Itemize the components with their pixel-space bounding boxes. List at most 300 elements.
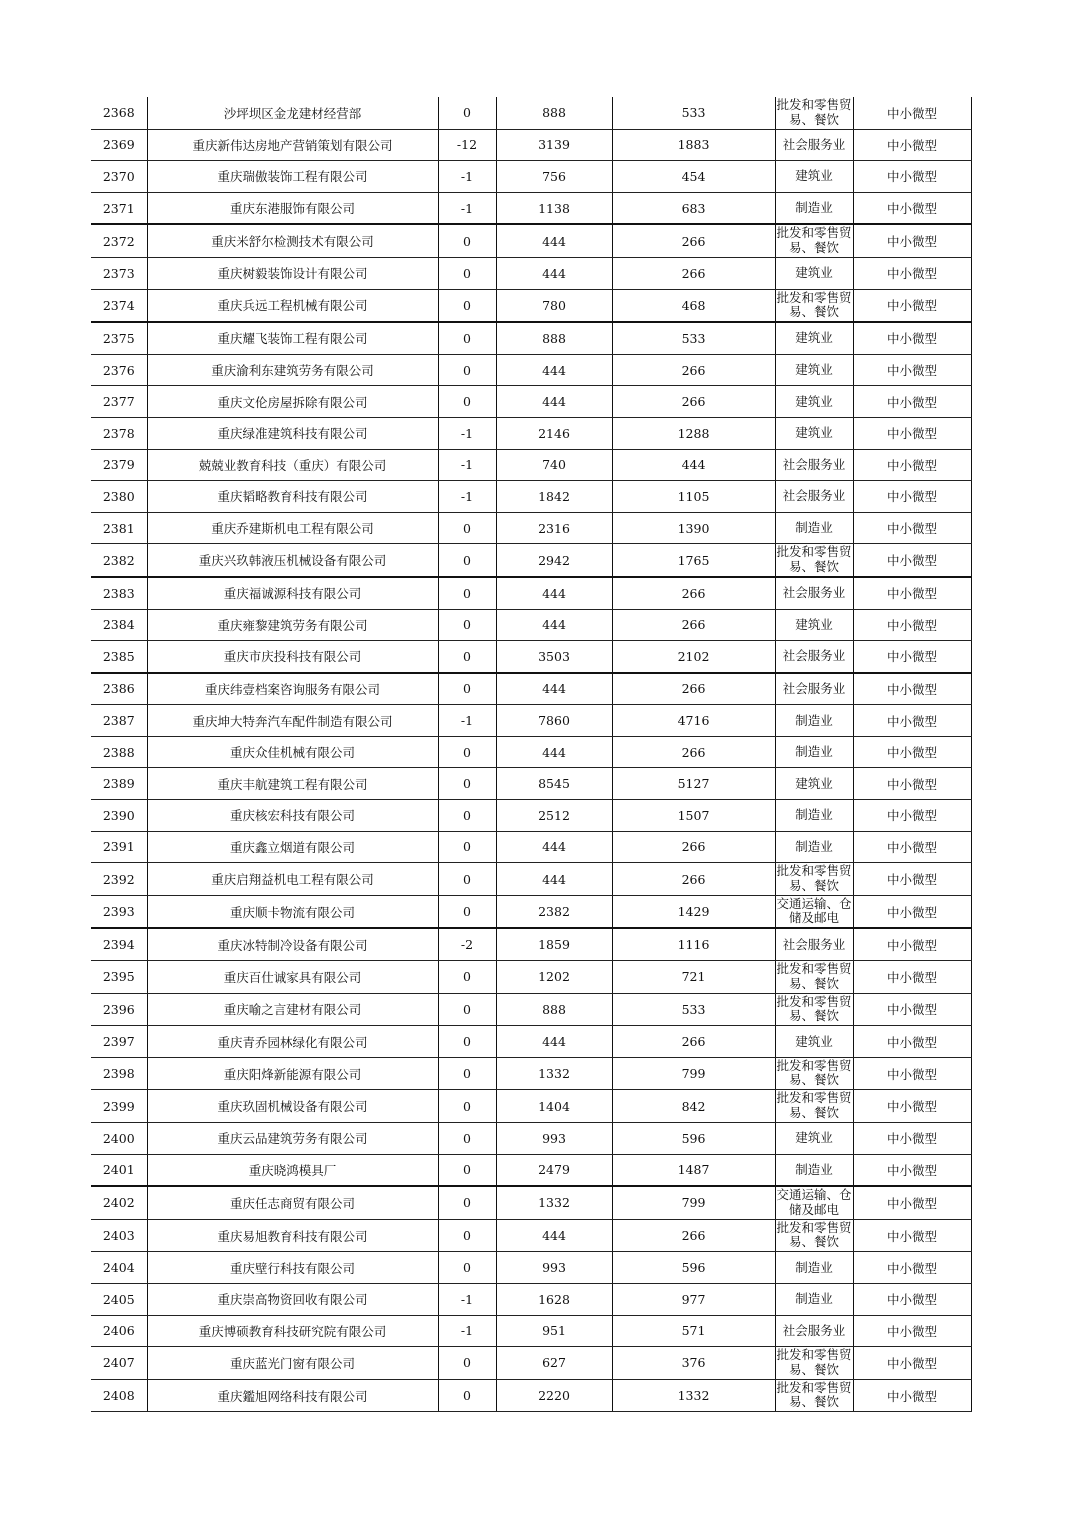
enterprise-size-cell <box>853 673 971 705</box>
value-amount-cell <box>496 993 612 1026</box>
industry-cell <box>775 705 853 737</box>
industry: 社会服务业 <box>782 1322 846 1338</box>
row-number-cell <box>91 97 147 129</box>
industry-cell <box>775 322 853 354</box>
industry-cell <box>775 1252 853 1284</box>
value-change: 0 <box>463 265 471 281</box>
enterprise-size: 中小微型 <box>886 553 937 569</box>
value-amount-cell <box>496 863 612 896</box>
industry-cell <box>775 1123 853 1155</box>
company-name: 重庆丰航建筑工程有限公司 <box>217 776 368 792</box>
row-number: 2398 <box>102 1066 135 1082</box>
row-number-cell <box>91 831 147 863</box>
row-number-cell <box>91 1026 147 1058</box>
company-name-cell <box>147 1379 438 1412</box>
enterprise-size: 中小微型 <box>886 266 937 282</box>
value-subsidy: 1390 <box>677 520 710 536</box>
company-name: 重庆百仕诚家具有限公司 <box>223 969 362 985</box>
company-name: 重庆乔建斯机电工程有限公司 <box>211 521 374 537</box>
company-name: 重庆玖固机械设备有限公司 <box>217 1099 368 1115</box>
row-number-cell <box>91 129 147 161</box>
table-row <box>91 1057 971 1090</box>
industry: 制造业 <box>795 1291 833 1307</box>
enterprise-size-cell <box>853 993 971 1026</box>
row-number: 2383 <box>102 585 135 601</box>
value-subsidy: 1288 <box>677 425 710 441</box>
industry-cell <box>775 1379 853 1412</box>
value-amount-cell <box>496 224 612 257</box>
row-number: 2408 <box>102 1388 135 1404</box>
enterprise-size: 中小微型 <box>886 201 937 217</box>
company-name-cell <box>147 993 438 1026</box>
enterprise-size: 中小微型 <box>886 1195 937 1211</box>
company-name-cell <box>147 417 438 449</box>
value-subsidy: 533 <box>681 105 706 121</box>
value-amount-cell <box>496 1154 612 1186</box>
row-number-cell <box>91 481 147 513</box>
value-amount-cell <box>496 97 612 129</box>
row-number-cell <box>91 895 147 928</box>
row-number: 2403 <box>102 1228 135 1244</box>
company-name-cell <box>147 1252 438 1284</box>
value-amount-cell <box>496 609 612 641</box>
value-subsidy-cell <box>612 768 775 800</box>
company-name: 重庆众佳机械有限公司 <box>229 745 355 761</box>
company-name: 重庆鑑旭网络科技有限公司 <box>217 1388 368 1404</box>
row-number-cell <box>91 1315 147 1347</box>
row-number-cell <box>91 161 147 193</box>
value-subsidy: 266 <box>681 1228 706 1244</box>
value-amount-cell <box>496 705 612 737</box>
industry-cell <box>775 1186 853 1219</box>
row-number: 2388 <box>102 744 135 760</box>
value-amount-cell <box>496 322 612 354</box>
enterprise-size-cell <box>853 961 971 994</box>
table-row <box>91 928 971 960</box>
value-subsidy: 721 <box>681 969 706 985</box>
value-amount: 1628 <box>538 1291 570 1307</box>
company-name: 重庆雍黎建筑劳务有限公司 <box>217 617 368 633</box>
row-number: 2391 <box>102 839 135 855</box>
value-subsidy: 1105 <box>677 488 710 504</box>
company-name: 重庆喻之言建材有限公司 <box>223 1002 362 1018</box>
value-subsidy: 1487 <box>677 1162 710 1178</box>
enterprise-size-cell <box>853 192 971 224</box>
table-row <box>91 1315 971 1347</box>
table-row <box>91 1347 971 1380</box>
row-number-cell <box>91 257 147 289</box>
row-number: 2386 <box>102 681 135 697</box>
company-name-cell <box>147 895 438 928</box>
industry-cell <box>775 1283 853 1315</box>
value-subsidy: 533 <box>681 1001 706 1017</box>
industry: 批发和零售贸易、餐饮 <box>776 1380 852 1410</box>
value-change-cell <box>438 577 496 609</box>
table-row <box>91 97 971 129</box>
company-name: 重庆任志商贸有限公司 <box>229 1195 355 1211</box>
table-row <box>91 1283 971 1315</box>
value-subsidy: 533 <box>681 330 706 346</box>
table-row <box>91 224 971 257</box>
company-name: 重庆崇高物资回收有限公司 <box>217 1292 368 1308</box>
value-amount-cell <box>496 192 612 224</box>
value-amount-cell <box>496 1026 612 1058</box>
value-subsidy-cell <box>612 673 775 705</box>
company-name: 重庆蓝光门窗有限公司 <box>229 1355 355 1371</box>
enterprise-size-cell <box>853 641 971 673</box>
industry: 批发和零售贸易、餐饮 <box>776 290 852 320</box>
row-number-cell <box>91 386 147 418</box>
value-subsidy-cell <box>612 1123 775 1155</box>
value-change: 0 <box>463 520 471 536</box>
industry-cell <box>775 863 853 896</box>
table-row <box>91 289 971 322</box>
enterprise-size: 中小微型 <box>886 457 937 473</box>
value-subsidy-cell <box>612 386 775 418</box>
value-change-cell <box>438 1090 496 1123</box>
value-subsidy: 977 <box>681 1291 706 1307</box>
row-number: 2375 <box>102 330 135 346</box>
table-row <box>91 736 971 768</box>
row-number-cell <box>91 289 147 322</box>
value-change: 0 <box>463 1066 471 1082</box>
value-change: 0 <box>463 969 471 985</box>
enterprise-size-cell <box>853 512 971 544</box>
company-name-cell <box>147 831 438 863</box>
row-number: 2370 <box>102 168 135 184</box>
value-amount-cell <box>496 386 612 418</box>
row-number: 2395 <box>102 969 135 985</box>
industry-cell <box>775 768 853 800</box>
table-row <box>91 800 971 832</box>
value-amount: 1202 <box>538 969 570 985</box>
company-name-cell <box>147 161 438 193</box>
company-name-cell <box>147 1315 438 1347</box>
industry: 批发和零售贸易、餐饮 <box>776 226 852 255</box>
enterprise-size-cell <box>853 354 971 386</box>
company-name-cell <box>147 1057 438 1090</box>
row-number-cell <box>91 1252 147 1284</box>
value-subsidy: 683 <box>681 200 706 216</box>
company-name-cell <box>147 928 438 960</box>
enterprise-size-cell <box>853 449 971 481</box>
industry-cell <box>775 609 853 641</box>
company-name-cell <box>147 1283 438 1315</box>
company-name: 重庆顺卡物流有限公司 <box>229 904 355 920</box>
table-row <box>91 1154 971 1186</box>
value-change: 0 <box>463 585 471 601</box>
value-subsidy-cell <box>612 705 775 737</box>
industry: 批发和零售贸易、餐饮 <box>776 1058 852 1088</box>
row-number-cell <box>91 768 147 800</box>
company-name: 重庆树毅装饰设计有限公司 <box>217 266 368 282</box>
company-name: 重庆文伦房屋拆除有限公司 <box>217 394 368 410</box>
table-row <box>91 1090 971 1123</box>
value-amount: 444 <box>542 617 566 633</box>
value-change: 0 <box>463 233 471 249</box>
enterprise-size: 中小微型 <box>886 394 937 410</box>
enterprise-size: 中小微型 <box>886 1228 937 1244</box>
enterprise-size-cell <box>853 1186 971 1219</box>
row-number-cell <box>91 993 147 1026</box>
table-row <box>91 705 971 737</box>
company-name-cell <box>147 800 438 832</box>
enterprise-size: 中小微型 <box>886 363 937 379</box>
industry-cell <box>775 1026 853 1058</box>
company-name-cell <box>147 449 438 481</box>
value-amount: 1404 <box>538 1098 570 1114</box>
value-change-cell <box>438 322 496 354</box>
value-subsidy: 266 <box>681 871 706 887</box>
value-subsidy-cell <box>612 417 775 449</box>
company-name-cell <box>147 481 438 513</box>
row-number: 2378 <box>102 425 135 441</box>
industry: 制造业 <box>795 712 833 728</box>
row-number: 2368 <box>102 105 135 121</box>
value-amount-cell <box>496 417 612 449</box>
value-subsidy: 444 <box>681 457 706 473</box>
industry-cell <box>775 481 853 513</box>
value-subsidy: 1765 <box>677 552 710 568</box>
value-subsidy-cell <box>612 800 775 832</box>
value-amount: 993 <box>542 1260 566 1276</box>
value-amount-cell <box>496 800 612 832</box>
value-amount: 444 <box>542 394 566 410</box>
company-name: 重庆博硕教育科技研究院有限公司 <box>198 1323 387 1339</box>
industry-cell <box>775 736 853 768</box>
row-number-cell <box>91 863 147 896</box>
value-subsidy-cell <box>612 224 775 257</box>
industry-cell <box>775 97 853 129</box>
value-change-cell <box>438 1123 496 1155</box>
value-amount-cell <box>496 928 612 960</box>
enterprise-size: 中小微型 <box>886 969 937 985</box>
row-number-cell <box>91 1154 147 1186</box>
row-number: 2407 <box>102 1355 135 1371</box>
row-number-cell <box>91 512 147 544</box>
value-amount: 444 <box>542 839 566 855</box>
industry: 批发和零售贸易、餐饮 <box>776 864 852 893</box>
value-subsidy-cell <box>612 1252 775 1284</box>
industry: 制造业 <box>795 520 833 536</box>
company-name-cell <box>147 322 438 354</box>
company-name: 重庆瑞傲装饰工程有限公司 <box>217 169 368 185</box>
table-row <box>91 129 971 161</box>
value-change-cell <box>438 481 496 513</box>
industry-cell <box>775 993 853 1026</box>
company-name: 重庆韬略教育科技有限公司 <box>217 489 368 505</box>
value-subsidy: 266 <box>681 839 706 855</box>
industry: 建筑业 <box>795 362 833 378</box>
row-number-cell <box>91 192 147 224</box>
enterprise-size-cell <box>853 895 971 928</box>
industry: 社会服务业 <box>782 488 846 504</box>
value-change-cell <box>438 257 496 289</box>
value-subsidy-cell <box>612 512 775 544</box>
value-subsidy-cell <box>612 289 775 322</box>
value-amount: 1332 <box>538 1066 570 1082</box>
value-subsidy: 1332 <box>677 1388 710 1404</box>
value-subsidy: 4716 <box>677 713 710 729</box>
enterprise-size-cell <box>853 1252 971 1284</box>
value-change-cell <box>438 961 496 994</box>
value-change: -12 <box>456 137 478 153</box>
industry: 建筑业 <box>795 425 833 441</box>
row-number: 2382 <box>102 552 135 568</box>
value-subsidy: 2102 <box>677 648 710 664</box>
value-subsidy-cell <box>612 322 775 354</box>
value-subsidy-cell <box>612 1154 775 1186</box>
value-change: 0 <box>463 776 471 792</box>
table-row <box>91 544 971 577</box>
value-change-cell <box>438 1219 496 1252</box>
industry: 制造业 <box>795 838 833 854</box>
enterprise-size-cell <box>853 1026 971 1058</box>
value-amount-cell <box>496 354 612 386</box>
value-amount-cell <box>496 1090 612 1123</box>
company-name-cell <box>147 257 438 289</box>
value-subsidy: 454 <box>681 168 706 184</box>
value-amount-cell <box>496 129 612 161</box>
industry: 社会服务业 <box>782 680 846 696</box>
row-number: 2390 <box>102 807 135 823</box>
value-subsidy: 266 <box>681 362 706 378</box>
row-number-cell <box>91 1186 147 1219</box>
company-name: 重庆启翔益机电工程有限公司 <box>211 872 374 888</box>
row-number-cell <box>91 577 147 609</box>
industry: 批发和零售贸易、餐饮 <box>776 98 852 127</box>
value-subsidy: 266 <box>681 265 706 281</box>
value-subsidy-cell <box>612 1283 775 1315</box>
value-amount: 8545 <box>538 776 570 792</box>
company-name: 重庆绿准建筑科技有限公司 <box>217 426 368 442</box>
value-change: -1 <box>460 713 474 729</box>
table-row <box>91 386 971 418</box>
industry-cell <box>775 449 853 481</box>
value-change-cell <box>438 1379 496 1412</box>
company-name-cell <box>147 641 438 673</box>
value-amount: 3139 <box>538 137 570 153</box>
company-name-cell <box>147 192 438 224</box>
enterprise-size: 中小微型 <box>886 937 937 953</box>
value-change: 0 <box>463 807 471 823</box>
industry: 社会服务业 <box>782 136 846 152</box>
value-change-cell <box>438 1057 496 1090</box>
value-amount: 1842 <box>538 488 570 504</box>
company-name-cell <box>147 1347 438 1380</box>
value-amount: 2146 <box>538 425 570 441</box>
enterprise-size: 中小微型 <box>886 137 937 153</box>
row-number: 2404 <box>102 1260 135 1276</box>
value-amount: 993 <box>542 1130 566 1146</box>
value-change: -1 <box>460 1323 474 1339</box>
table-row <box>91 993 971 1026</box>
value-subsidy-cell <box>612 544 775 577</box>
value-subsidy-cell <box>612 895 775 928</box>
value-change: 0 <box>463 1388 471 1404</box>
value-amount: 7860 <box>538 713 570 729</box>
company-name: 重庆东港服饰有限公司 <box>229 201 355 217</box>
value-amount: 951 <box>542 1323 566 1339</box>
enterprise-size: 中小微型 <box>886 681 937 697</box>
table-row <box>91 449 971 481</box>
enterprise-size: 中小微型 <box>886 298 937 314</box>
company-name-cell <box>147 354 438 386</box>
industry-cell <box>775 673 853 705</box>
table-row <box>91 161 971 193</box>
value-change: 0 <box>463 105 471 121</box>
enterprise-size-cell <box>853 97 971 129</box>
value-change-cell <box>438 1283 496 1315</box>
enterprise-size-cell <box>853 257 971 289</box>
value-subsidy-cell <box>612 1057 775 1090</box>
row-number: 2369 <box>102 137 135 153</box>
value-change-cell <box>438 1154 496 1186</box>
company-name: 重庆云品建筑劳务有限公司 <box>217 1131 368 1147</box>
value-amount-cell <box>496 257 612 289</box>
industry: 建筑业 <box>795 393 833 409</box>
value-subsidy-cell <box>612 928 775 960</box>
value-change-cell <box>438 863 496 896</box>
value-amount: 444 <box>542 1034 566 1050</box>
value-subsidy-cell <box>612 1347 775 1380</box>
company-name: 重庆兴玖韩液压机械设备有限公司 <box>198 553 387 569</box>
value-amount-cell <box>496 1186 612 1219</box>
enterprise-size-cell <box>853 322 971 354</box>
row-number: 2394 <box>102 937 135 953</box>
value-subsidy-cell <box>612 1379 775 1412</box>
value-subsidy-cell <box>612 257 775 289</box>
value-amount: 888 <box>542 330 566 346</box>
row-number-cell <box>91 417 147 449</box>
company-name: 重庆青乔园林绿化有限公司 <box>217 1034 368 1050</box>
value-change: 0 <box>463 297 471 313</box>
value-change: 0 <box>463 362 471 378</box>
value-change: 0 <box>463 1162 471 1178</box>
value-amount: 444 <box>542 1228 566 1244</box>
value-subsidy-cell <box>612 577 775 609</box>
value-amount: 3503 <box>538 648 570 664</box>
company-name-cell <box>147 577 438 609</box>
industry: 批发和零售贸易、餐饮 <box>776 1220 852 1250</box>
company-name-cell <box>147 1026 438 1058</box>
value-subsidy: 266 <box>681 233 706 249</box>
enterprise-size-cell <box>853 1154 971 1186</box>
value-subsidy-cell <box>612 1026 775 1058</box>
enterprise-size: 中小微型 <box>886 808 937 824</box>
value-change-cell <box>438 705 496 737</box>
row-number-cell <box>91 928 147 960</box>
enterprise-size-cell <box>853 863 971 896</box>
value-subsidy-cell <box>612 354 775 386</box>
value-subsidy-cell <box>612 641 775 673</box>
value-amount: 2942 <box>538 552 570 568</box>
enterprise-size: 中小微型 <box>886 234 937 250</box>
value-change-cell <box>438 1186 496 1219</box>
value-change-cell <box>438 449 496 481</box>
value-amount: 756 <box>542 168 566 184</box>
row-number-cell <box>91 736 147 768</box>
value-amount: 444 <box>542 871 566 887</box>
table-row <box>91 1123 971 1155</box>
industry-cell <box>775 386 853 418</box>
industry: 制造业 <box>795 200 833 216</box>
row-number: 2392 <box>102 871 135 887</box>
value-subsidy: 5127 <box>677 776 710 792</box>
table-row <box>91 1219 971 1252</box>
value-amount-cell <box>496 1379 612 1412</box>
value-change-cell <box>438 895 496 928</box>
